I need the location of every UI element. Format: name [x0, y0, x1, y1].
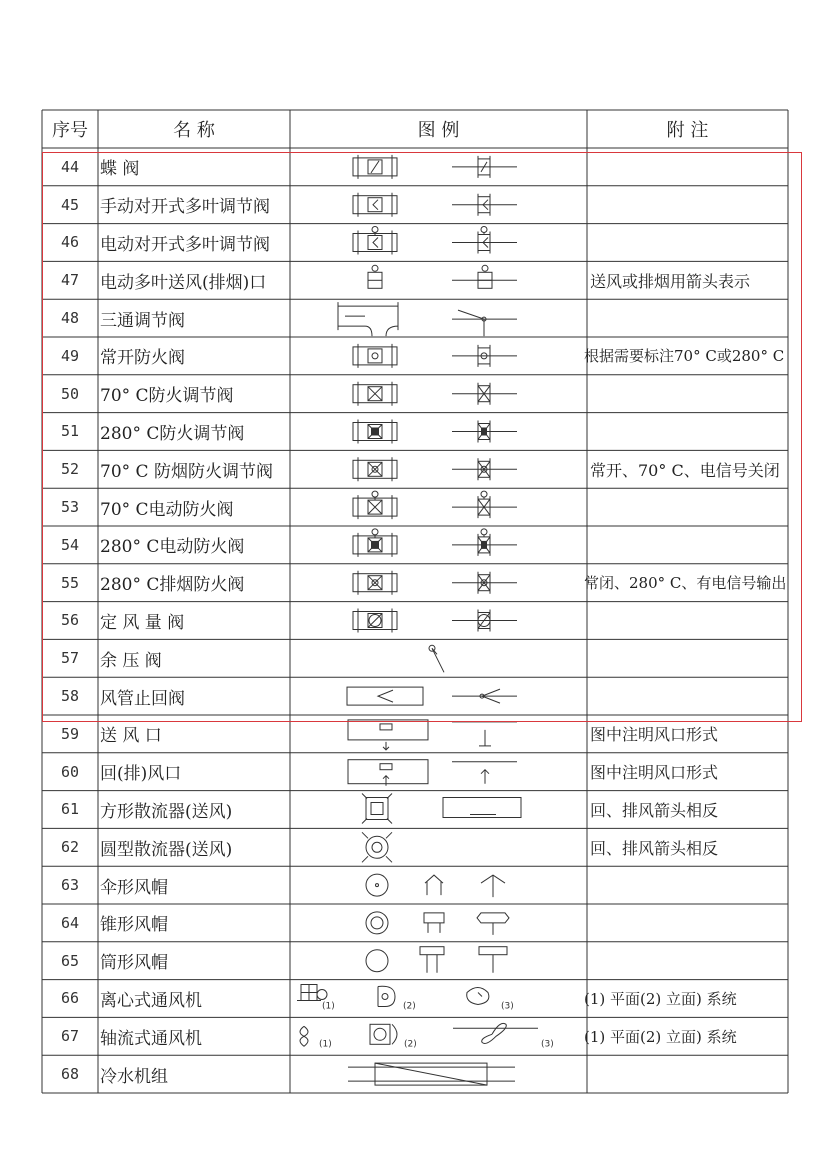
- row-number: 64: [60, 913, 80, 932]
- electric-fire-damper-70-icon: [353, 491, 517, 519]
- svg-text:(3): (3): [501, 1001, 514, 1012]
- row-name: 电动多叶送风(排烟)口: [100, 272, 267, 293]
- row-number: 54: [60, 535, 80, 554]
- row-name: 冷水机组: [100, 1066, 168, 1087]
- row-name: 280° C排烟防火阀: [100, 575, 245, 596]
- row-name: 三通调节阀: [100, 310, 185, 331]
- row-name: 离心式通风机: [100, 990, 202, 1011]
- header-no: 序号: [52, 120, 88, 141]
- smoke-fire-damper-icon: [353, 457, 517, 481]
- row-name: 手动对开式多叶调节阀: [100, 197, 270, 218]
- svg-text:(1): (1): [319, 1039, 332, 1050]
- row-note: [590, 1055, 785, 1093]
- chiller-unit-icon: [348, 1063, 515, 1085]
- svg-text:(2): (2): [404, 1039, 417, 1050]
- row-number: 62: [60, 838, 80, 857]
- row-name: 风管止回阀: [100, 688, 185, 709]
- row-note: (1) 平面(2) 立面) 系统: [584, 1027, 737, 1046]
- row-number: 46: [60, 233, 80, 252]
- header-name: 名 称: [173, 120, 215, 141]
- row-note: [590, 904, 785, 942]
- row-note: (1) 平面(2) 立面) 系统: [584, 989, 737, 1008]
- row-number: 49: [60, 346, 80, 365]
- row-note: [590, 942, 785, 980]
- row-number: 52: [60, 460, 80, 479]
- row-note: 常开、70° C、电信号关闭: [590, 460, 780, 480]
- row-note: 根据需要标注70° C或280° C: [584, 347, 785, 366]
- cylinder-cowl-icon: [366, 947, 507, 973]
- fire-damper-70-icon: [353, 382, 517, 406]
- row-number: 53: [60, 498, 80, 517]
- row-number: 47: [60, 271, 80, 290]
- row-name: 筒形风帽: [100, 953, 168, 974]
- square-diffuser-icon: [362, 794, 521, 824]
- round-diffuser-icon: [362, 832, 392, 862]
- supply-air-outlet-icon: [348, 720, 517, 750]
- row-note: [590, 526, 785, 564]
- electric-multi-blade-damper-icon: [353, 227, 517, 255]
- duct-check-valve-icon: [347, 687, 517, 705]
- manual-multi-blade-damper-icon: [353, 193, 517, 217]
- row-number: 65: [60, 951, 80, 970]
- row-note: [590, 602, 785, 640]
- row-note: [590, 224, 785, 262]
- row-note: [590, 186, 785, 224]
- electric-fire-damper-280-icon: [353, 529, 517, 557]
- row-number: 50: [60, 384, 80, 403]
- smoke-exhaust-fire-damper-icon: [353, 571, 517, 595]
- butterfly-valve-icon: [353, 155, 517, 179]
- row-name: 回(排)风口: [100, 764, 182, 785]
- three-way-damper-icon: [338, 302, 517, 336]
- row-name: 锥形风帽: [100, 915, 168, 936]
- row-note: [590, 299, 785, 337]
- row-number: 67: [60, 1027, 80, 1046]
- header-note: 附 注: [666, 120, 709, 141]
- row-name: 蝶 阀: [100, 159, 140, 180]
- row-name: 方形散流器(送风): [100, 801, 233, 822]
- row-number: 59: [60, 724, 80, 743]
- svg-text:(3): (3): [541, 1039, 554, 1050]
- umbrella-cowl-icon: [366, 874, 505, 897]
- row-note: [590, 413, 785, 451]
- row-number: 58: [60, 687, 80, 706]
- row-note: [590, 677, 785, 715]
- row-number: 57: [60, 649, 80, 668]
- row-note: 图中注明风口形式: [590, 763, 719, 783]
- row-name: 280° C电动防火阀: [100, 537, 245, 558]
- row-note: [590, 375, 785, 413]
- row-note: 常闭、280° C、有电信号输出: [584, 574, 787, 593]
- row-number: 60: [60, 762, 80, 781]
- row-name: 送 风 口: [100, 726, 162, 747]
- row-note: 回、排风箭头相反: [590, 838, 719, 858]
- row-note: [590, 866, 785, 904]
- row-note: [590, 488, 785, 526]
- row-number: 55: [60, 573, 80, 592]
- row-name: 定 风 量 阀: [100, 612, 185, 633]
- row-name: 轴流式通风机: [100, 1028, 202, 1049]
- svg-text:(1): (1): [322, 1001, 335, 1012]
- row-number: 45: [60, 195, 80, 214]
- row-name: 70° C防火调节阀: [100, 386, 234, 407]
- row-name: 70° C电动防火阀: [100, 499, 234, 520]
- row-note: 回、排风箭头相反: [590, 800, 719, 820]
- row-name: 70° C 防烟防火调节阀: [100, 461, 273, 482]
- electric-supply-outlet-icon: [368, 265, 517, 288]
- relief-valve-icon: [429, 645, 444, 672]
- row-note: 送风或排烟用箭头表示: [590, 271, 751, 291]
- row-note: 图中注明风口形式: [590, 725, 719, 745]
- row-name: 常开防火阀: [100, 348, 185, 369]
- row-name: 电动对开式多叶调节阀: [100, 234, 270, 255]
- row-number: 48: [60, 309, 80, 328]
- row-name: 余 压 阀: [100, 650, 162, 671]
- row-number: 68: [60, 1065, 80, 1084]
- fire-damper-280-icon: [353, 420, 517, 444]
- row-number: 44: [60, 157, 80, 176]
- row-name: 伞形风帽: [100, 877, 168, 898]
- row-note: [590, 148, 785, 186]
- row-name: 圆型散流器(送风): [100, 839, 233, 860]
- constant-volume-valve-icon: [353, 609, 517, 633]
- fire-damper-open-icon: [353, 344, 517, 368]
- row-name: 280° C防火调节阀: [100, 423, 245, 444]
- return-air-inlet-icon: [348, 760, 517, 786]
- row-number: 63: [60, 876, 80, 895]
- svg-text:(2): (2): [403, 1001, 416, 1012]
- centrifugal-fan-icon: [297, 985, 514, 1012]
- row-number: 66: [60, 989, 80, 1008]
- header-legend: 图 例: [417, 120, 460, 141]
- cone-cowl-icon: [366, 912, 509, 935]
- row-number: 51: [60, 422, 80, 441]
- axial-fan-icon: [300, 1023, 554, 1049]
- row-number: 61: [60, 800, 80, 819]
- row-note: [590, 639, 785, 677]
- row-number: 56: [60, 611, 80, 630]
